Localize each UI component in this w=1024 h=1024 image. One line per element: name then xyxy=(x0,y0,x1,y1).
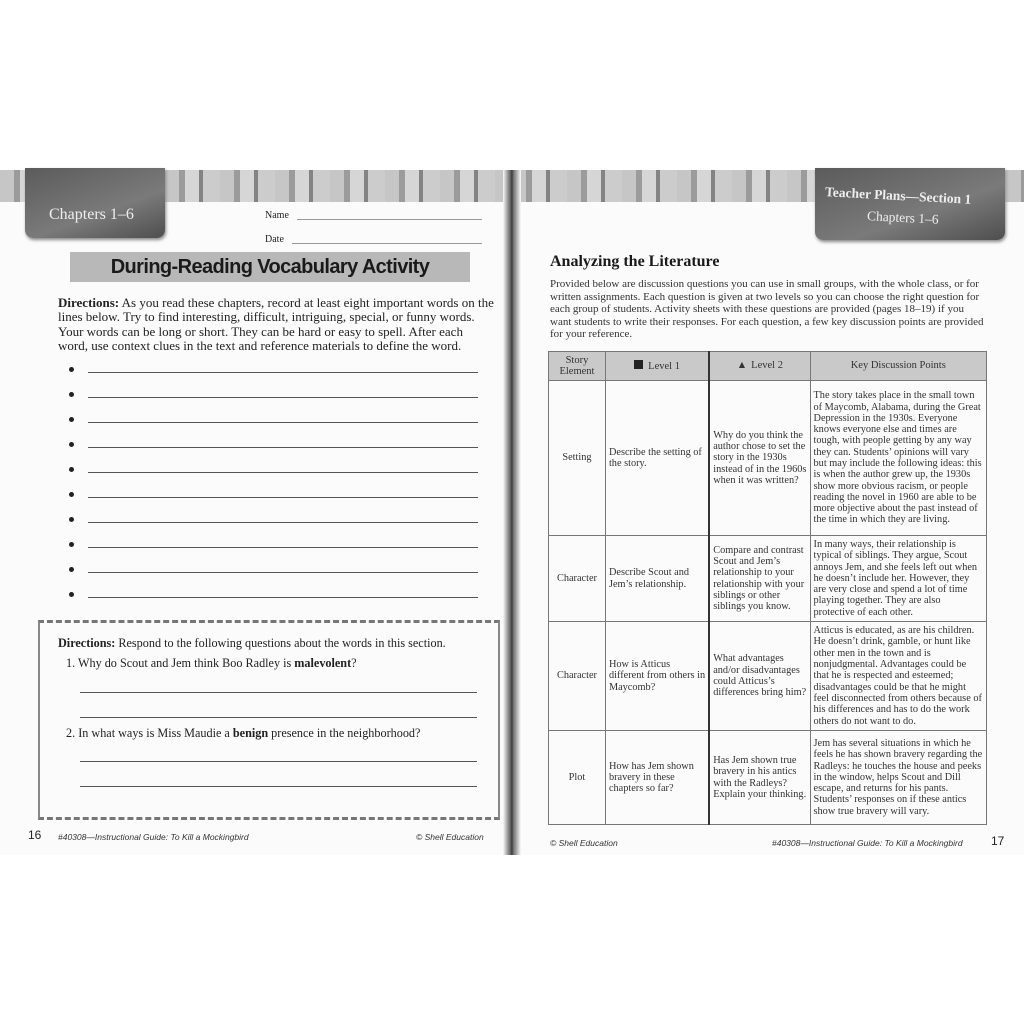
page-number: 16 xyxy=(28,828,42,842)
key-points-cell: The story takes place in the small town of Maycomb, Alabama, during the Great Depression in the 1930s. Everyone knows everyone else and times are tough, with people getting by any way they can. Students’ opinions will vary but may include the following ideas: this is when the author grew up, the 1930s show more obvious racism, or people reading the novel in 1960 are able to be more objective about the past instead of the time in which they are living. xyxy=(810,381,986,536)
vocabulary-line[interactable] xyxy=(88,522,478,523)
answer-line[interactable] xyxy=(80,717,477,718)
section-tab: Teacher Plans—Section 1 Chapters 1–6 xyxy=(815,168,1005,240)
bullet-icon xyxy=(69,392,74,397)
level-2-cell: What advantages and/or disadvantages could Atticus’s differences bring him? xyxy=(709,622,810,731)
footer-publisher: © Shell Education xyxy=(550,838,618,848)
page-number: 17 xyxy=(991,834,1005,848)
story-element-cell: Character xyxy=(549,536,606,622)
level-2-cell: Why do you think the author chose to set the story in the 1930s instead of in the 1960s when it was written? xyxy=(709,381,810,536)
date-label: Date xyxy=(265,234,284,245)
vocabulary-line[interactable] xyxy=(88,572,478,573)
answer-line[interactable] xyxy=(80,692,477,693)
vocabulary-line[interactable] xyxy=(88,447,478,448)
vocabulary-line[interactable] xyxy=(88,422,478,423)
bullet-icon xyxy=(69,467,74,472)
name-label: Name xyxy=(265,210,289,221)
vocabulary-line[interactable] xyxy=(88,497,478,498)
date-field[interactable] xyxy=(292,243,482,244)
story-element-cell: Character xyxy=(549,622,606,731)
level-1-cell: How has Jem shown bravery in these chapters so far? xyxy=(605,731,709,825)
bullet-icon xyxy=(69,542,74,547)
level-2-cell: Has Jem shown true bravery in his antics with the Radleys? Explain your thinking. xyxy=(709,731,810,825)
triangle-icon: ▲ xyxy=(736,360,748,372)
bullet-icon xyxy=(69,442,74,447)
question-2: 2. In what ways is Miss Maudie a benign presence in the neighborhood? xyxy=(66,726,421,740)
question-1: 1. Why do Scout and Jem think Boo Radley is malevolent? xyxy=(66,656,357,670)
discussion-table xyxy=(548,351,987,825)
bullet-icon xyxy=(69,417,74,422)
level-1-cell: How is Atticus different from others in Maycomb? xyxy=(605,622,709,731)
page-title: During-Reading Vocabulary Activity xyxy=(70,252,470,282)
level-2-cell: Compare and contrast Scout and Jem’s relationship to your relationship with your siblings or other siblings you know. xyxy=(709,536,810,622)
table-row xyxy=(549,731,987,825)
vocabulary-line[interactable] xyxy=(88,472,478,473)
vocabulary-line[interactable] xyxy=(88,547,478,548)
bullet-icon xyxy=(69,592,74,597)
bullet-icon xyxy=(69,517,74,522)
table-row xyxy=(549,536,987,622)
table-row xyxy=(549,622,987,731)
key-points-cell: In many ways, their relationship is typical of siblings. They argue, Scout annoys Jem, and she feels left out when he doesn’t include her. However, they are very close and spend a lot of time playing together. They are also protective of each other. xyxy=(810,536,986,622)
header-key-points: Key Discussion Points xyxy=(810,352,986,381)
answer-line[interactable] xyxy=(80,786,477,787)
header-story-element: Story Element xyxy=(549,352,606,381)
book-gutter xyxy=(503,170,521,855)
vocabulary-line[interactable] xyxy=(88,597,478,598)
section-heading: Analyzing the Literature xyxy=(550,253,720,270)
level-1-cell: Describe the setting of the story. xyxy=(605,381,709,536)
bullet-icon xyxy=(69,367,74,372)
footer-book: #40308—Instructional Guide: To Kill a Mockingbird xyxy=(772,838,963,848)
box-directions: Directions: Respond to the following questions about the words in this section. xyxy=(58,636,446,650)
answer-line[interactable] xyxy=(80,761,477,762)
footer-book: #40308—Instructional Guide: To Kill a Mockingbird xyxy=(58,832,249,842)
vocabulary-line[interactable] xyxy=(88,397,478,398)
story-element-cell: Setting xyxy=(549,381,606,536)
level-1-cell: Describe Scout and Jem’s relationship. xyxy=(605,536,709,622)
name-field[interactable] xyxy=(297,219,482,220)
footer-publisher: © Shell Education xyxy=(416,832,484,842)
square-icon xyxy=(634,360,643,369)
header-level-2: ▲ Level 2 xyxy=(709,352,810,381)
bullet-icon xyxy=(69,567,74,572)
vocabulary-line[interactable] xyxy=(88,372,478,373)
chapter-tab: Chapters 1–6 xyxy=(25,168,165,238)
bullet-icon xyxy=(69,492,74,497)
table-row xyxy=(549,381,987,536)
intro-paragraph: Provided below are discussion questions you can use in small groups, with the whole class, or for written assignments. Each question is given at two levels so you can choose the right question for each group of students. Activity sheets with these questions are provided (pages 18–19) if you want students to write their responses. For each question, a few key discussion points are provided for your reference. xyxy=(550,278,984,340)
header-level-1: Level 1 xyxy=(605,352,709,381)
directions: Directions: As you read these chapters, record at least eight important words on the lines below. Try to find interesting, difficult, intriguing, special, or funny words. Your words can be long or short. They can be hard or easy to spell. After each word, use context clues in the text and reference materials to define the word. xyxy=(58,295,494,354)
story-element-cell: Plot xyxy=(549,731,606,825)
key-points-cell: Jem has several situations in which he feels he has shown bravery regarding the Radleys: he touches the house and peeks in the window, helps Scout and Dill escape, and returns for his pants. Students’ responses on if these antics show true bravery will vary. xyxy=(810,731,986,825)
key-points-cell: Atticus is educated, as are his children. He doesn’t drink, gamble, or hunt like other men in the town and is nonjudgmental. Advantages could be that he is respected and esteemed; disadvantages could be that he might feel disconnected from others because of his differences and has to do the work others do not want to do. xyxy=(810,622,986,731)
